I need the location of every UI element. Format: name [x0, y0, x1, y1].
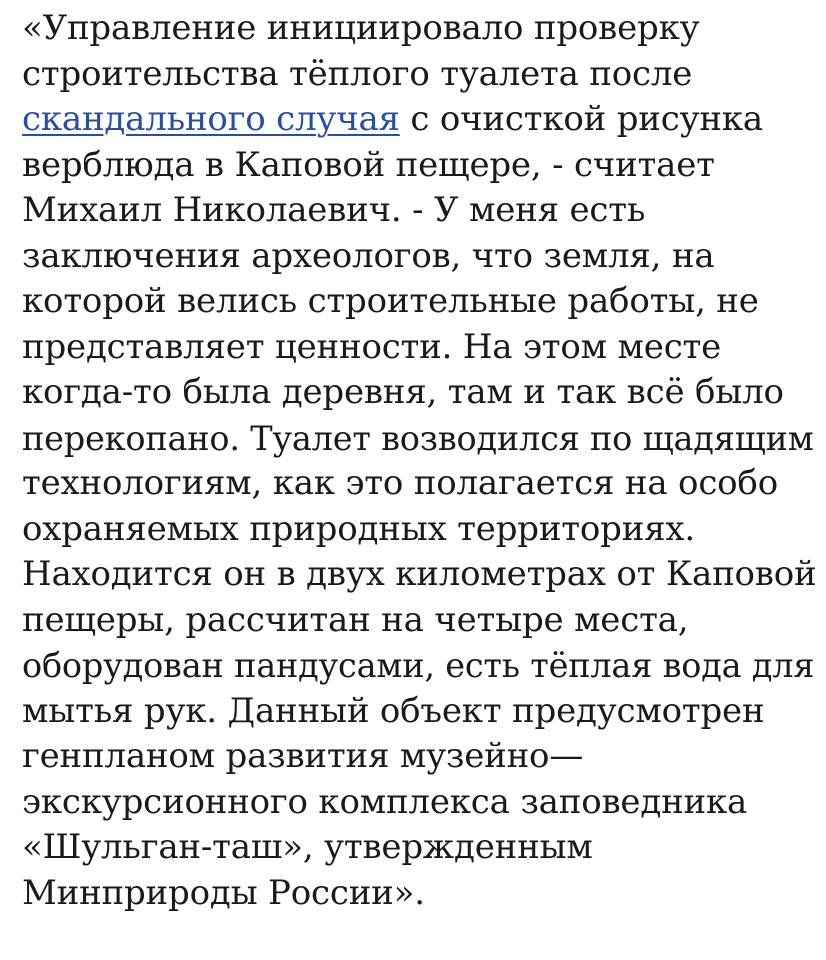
text-line-1: «Управление инициировало проверку — [22, 8, 700, 48]
link-continuation-text: с очисткой рисунка — [399, 99, 763, 139]
text-line-18: экскурсионного комплекса заповедника — [22, 781, 748, 822]
text-line-7: которой велись строительные работы, не — [22, 281, 759, 321]
text-line-11: технологиям, как это полагается на особо — [22, 463, 778, 503]
text-line-3 — [22, 97, 812, 143]
text-line-9: когда-то была деревня, там и так всё было — [22, 372, 784, 412]
text-line-16: мытья рук. Данный объект предусмотрен — [22, 690, 765, 731]
text-line-13: Находится он в двух километрах от Каповой — [22, 554, 817, 594]
text-line-2: строительства тёплого туалета после — [22, 53, 693, 94]
text-line-10: перекопано. Туалет возводился по щадящим — [22, 418, 814, 458]
quote-article — [22, 6, 817, 916]
text-line-15: оборудован пандусами, есть тёплая вода для — [22, 646, 815, 685]
text-line-20: Минприроды России». — [22, 872, 425, 913]
text-line-6: заключения археологов, что земля, на — [22, 235, 715, 276]
text-line-14: пещеры, рассчитан на четыре места, — [22, 599, 689, 640]
scandal-case-link[interactable]: скандального случая — [22, 99, 400, 139]
text-line-4: верблюда в Каповой пещере, - считает — [22, 144, 715, 185]
text-line-19: «Шульган-таш», утвержденным — [22, 827, 593, 867]
text-line-5: Михаил Николаевич. - У меня есть — [22, 190, 646, 230]
text-line-12: охраняемых природных территориях. — [22, 508, 696, 549]
text-line-8: представляет ценности. На этом месте — [22, 326, 722, 367]
text-line-17: генпланом развития музейно— — [22, 736, 584, 776]
